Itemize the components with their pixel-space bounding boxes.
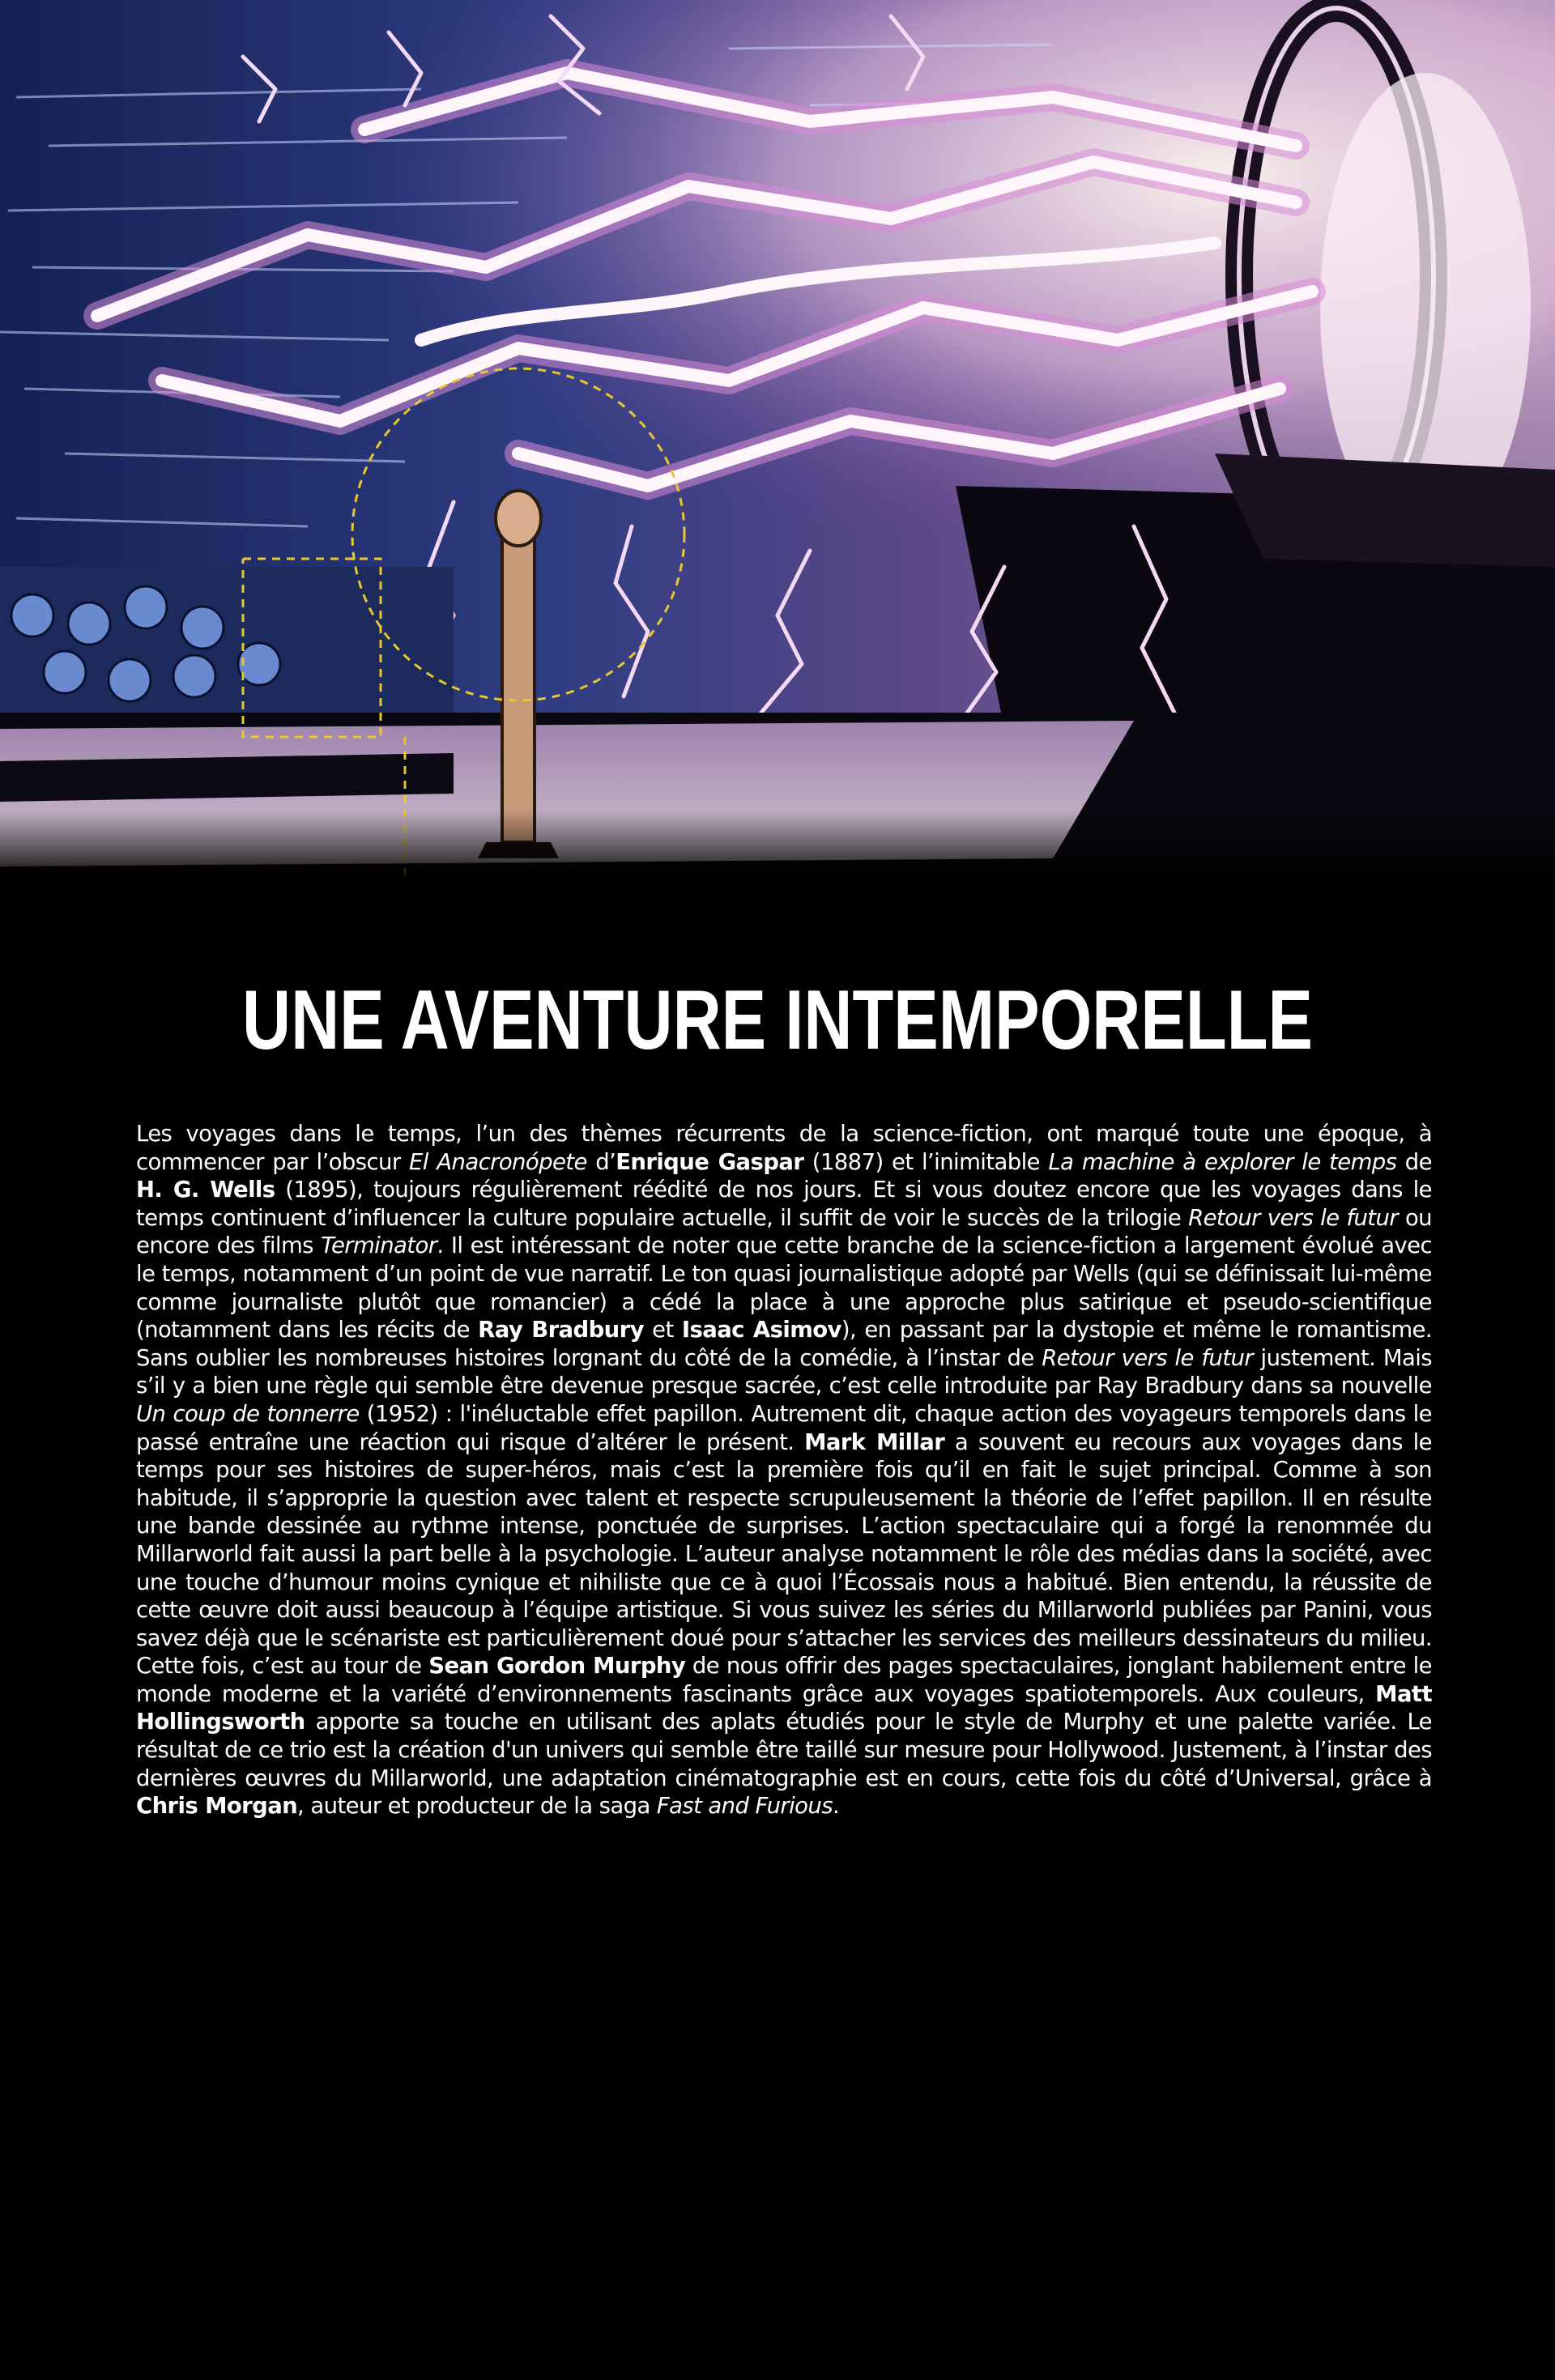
work-title: La machine à explorer le temps xyxy=(1048,1148,1397,1175)
work-title: Retour vers le futur xyxy=(1042,1344,1254,1371)
article-text-segment: et xyxy=(643,1317,682,1343)
article-text-segment: Les voyages dans le temps, l’un des thèmes récurrents de la science-fiction, ont marqué toute une époque, à commencer par l’obscur xyxy=(136,1121,1432,1175)
article-title: UNE AVENTURE INTEMPORELLE xyxy=(241,973,1314,1067)
article-text-segment: d’ xyxy=(586,1148,616,1175)
article-text-segment: (1952) : l'inéluctable effet papillon. Autrement dit, chaque action des voyageurs temporels dans le passé entraîne une réaction qui risque d’altérer le présent. xyxy=(136,1400,1432,1455)
article-text-segment: . Il est intéressant de noter que cette branche de la science-fiction a largement évolué avec le temps, notamment d’un point de vue narratif. Le ton quasi journalistique adopté par Wells (qui se définissait lui-même comme journaliste plutôt que romancier) a cédé la place à une approche plus satirique et pseudo-scientifique (notamment dans les récits de xyxy=(136,1233,1432,1343)
work-title: El Anacronópete xyxy=(409,1148,587,1175)
author-name: Chris Morgan xyxy=(136,1793,298,1820)
article-text-segment: apporte sa touche en utilisant des aplats étudiés pour le style de Murphy et une palette variée. Le résultat de ce trio est la création d'un univers qui semble être taillé sur mesure pour Hollywood. Justement, à l’instar des dernières œuvres du Millarworld, une adaptation cinématographie est en cours, cette fois du côté d’Universal, grâce à xyxy=(136,1709,1432,1791)
article-text-segment: . xyxy=(832,1793,840,1820)
work-title: Retour vers le futur xyxy=(1188,1204,1399,1231)
article-text-segment: ), en passant par la dystopie et même le romantisme. Sans oublier les nombreuses histoires lorgnant du côté de la comédie, à l’instar de xyxy=(136,1317,1433,1371)
article-text-segment: de xyxy=(1396,1148,1432,1175)
article-text-segment: a souvent eu recours aux voyages dans le temps pour ses histoires de super-héros, mais c’est la première fois qu’il en fait le sujet principal. Comme à son habitude, il s’approprie la question avec talent et respecte scrupuleusement la théorie de l’effet papillon. Il en résulte une bande dessinée au rythme intense, ponctuée de surprises. L’action spectaculaire qui a forgé la renommée du Millarworld fait aussi la part belle à la psychologie. L’auteur analyse notamment le rôle des médias dans la société, avec une touche d’humour moins cynique et nihiliste que ce à quoi l’Écossais nous a habitué. Bien entendu, la réussite de cette œuvre doit aussi beaucoup à l’équipe artistique. Si vous suivez les séries du Millarworld publiées par Panini, vous savez déjà que le scénariste est particulièrement doué pour s’attacher les services des meilleurs dessinateurs du milieu. Cette fois, c’est au tour de xyxy=(136,1428,1432,1680)
work-title: Terminator xyxy=(321,1233,437,1259)
article-text-segment: (1887) et l’inimitable xyxy=(803,1148,1049,1175)
author-name: Matt Hollingsworth xyxy=(136,1680,1432,1735)
article-text-segment: ou encore des films xyxy=(136,1204,1432,1259)
author-name: Enrique Gaspar xyxy=(616,1148,804,1175)
author-name: Mark Millar xyxy=(804,1428,945,1455)
article-text-segment: de nous offrir des pages spectaculaires, jonglant habilement entre le monde moderne et la variété d’environnements fascinants grâce aux voyages spatiotemporels. Aux couleurs, xyxy=(136,1653,1432,1707)
article-text-segment: (1895), toujours régulièrement réédité de nos jours. Et si vous doutez encore que les voyages dans le temps continuent d’influencer la culture populaire actuelle, il suffit de voir le succès de la trilogie xyxy=(136,1177,1432,1231)
work-title: Fast and Furious xyxy=(656,1793,833,1820)
crowd-silhouettes xyxy=(0,567,454,721)
article-text-segment: justement. Mais s’il y a bien une règle qui semble être devenue presque sacrée, c’est celle introduite par Ray Bradbury dans sa nouvelle xyxy=(136,1344,1432,1399)
author-name: Sean Gordon Murphy xyxy=(428,1653,686,1680)
article-body xyxy=(136,1120,1432,1820)
author-name: Ray Bradbury xyxy=(478,1317,644,1343)
author-name: H. G. Wells xyxy=(136,1177,275,1203)
time-machine-lightning-illustration xyxy=(0,0,1555,883)
article-text-segment: , auteur et producteur de la saga xyxy=(297,1793,657,1820)
comic-illustration xyxy=(0,0,1555,883)
author-name: Isaac Asimov xyxy=(681,1317,841,1343)
work-title: Un coup de tonnerre xyxy=(136,1400,360,1427)
